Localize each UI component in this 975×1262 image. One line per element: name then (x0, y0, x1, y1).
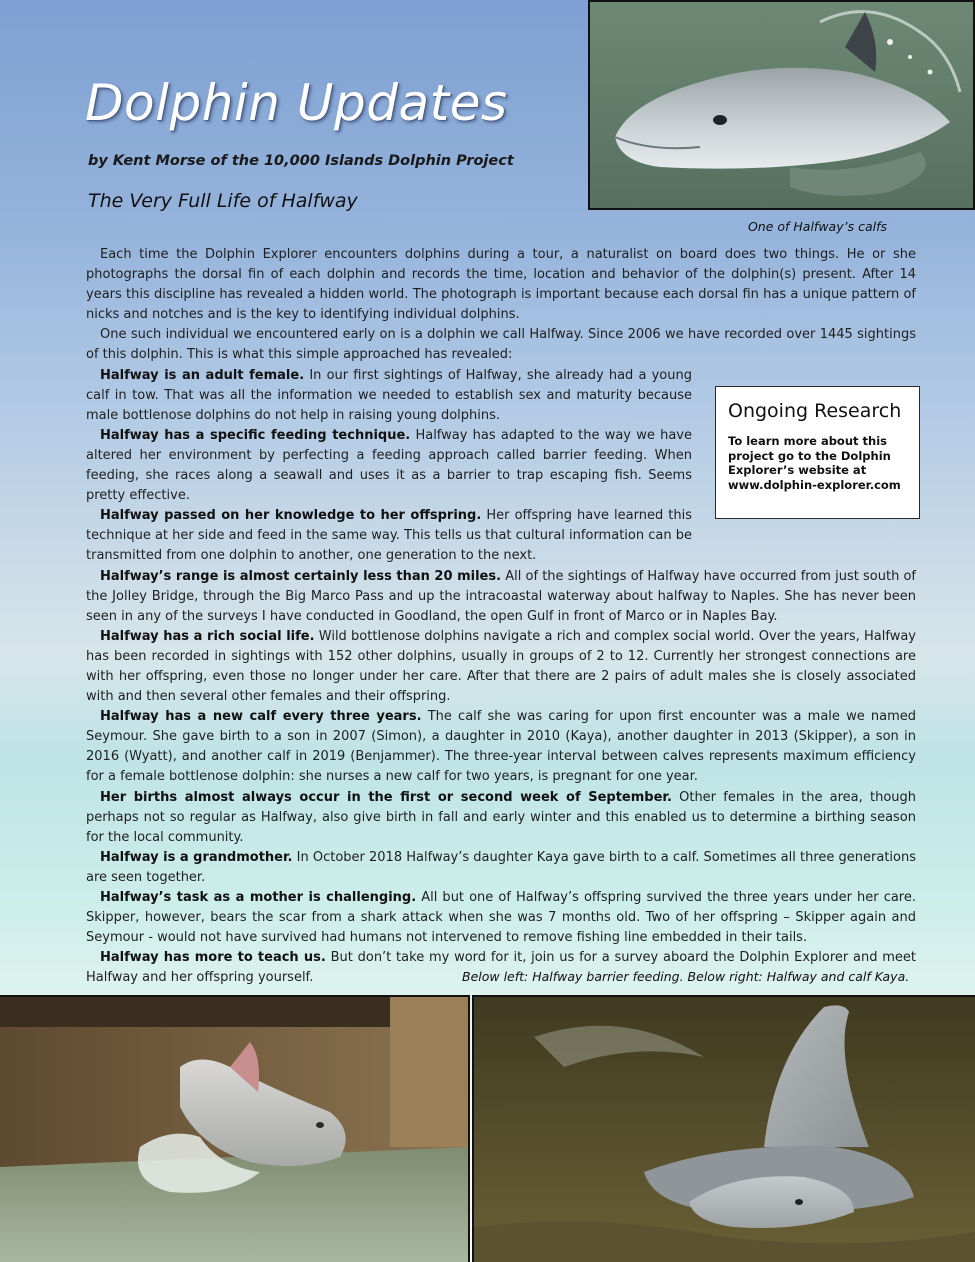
paragraph (86, 567, 916, 627)
paragraph-text: In our first sightings of Halfway, she already had a young calf in tow. That was all the information we needed to establish sex and maturity because male bottlenose dolphins do not help in raising young dolphins. (86, 367, 692, 423)
paragraph-text: In October 2018 Halfway’s daughter Kaya gave birth to a calf. Sometimes all three generations are seen together. (86, 849, 916, 885)
paragraph-text: The calf she was caring for upon first encounter was a male we named Seymour. She gave birth to a son in 2007 (Simon), a daughter in 2010 (Kaya), another daughter in 2013 (Skipper), a son in 2016 (Wyatt), and another calf in 2019 (Benjammer). The three-year interval between calves represents maximum efficiency for a female bottlenose dolphin: she nurses a new calf for two years, is pregnant for one year. (86, 709, 917, 785)
ongoing-research-box (715, 386, 920, 519)
paragraph-text: All of the sightings of Halfway have occurred from just south of the Jolley Bridge, through the Big Marco Pass and up the intracoastal waterway about halfway to Naples. She has never been seen in any of the surveys I have conducted in Goodland, the open Gulf in front of Marco or in Naples Bay. (86, 568, 917, 624)
paragraph-text: Wild bottlenose dolphins navigate a rich and complex social world. Over the years, Halfway has been recorded in sightings with 152 other dolphins, usually in groups of 2 to 12. Currently her strongest connections are with her offspring, even those no longer under her care. After that there are 2 pairs of adult males she is closely associated with and then several other females and their offspring. (86, 628, 916, 705)
paragraph-lead: Her births almost always occur in the first or second week of September. (100, 789, 672, 805)
paragraph-text: Each time the Dolphin Explorer encounters dolphins during a tour, a naturalist on board does two things. He or she photographs the dorsal fin of each dolphin and records the time, location and behavior of the dolphin(s) present. After 14 years this discipline has revealed a hidden world. The photograph is important because each dorsal fin has a unique pattern of nicks and notches and is the key to identifying individual dolphins. (86, 247, 916, 323)
paragraph-text: One such individual we encountered early on is a dolphin we call Halfway. Since 2006 we have recorded over 1445 sightings of this dolphin. This is what this simple approached has revealed: (86, 327, 916, 363)
page-title: Dolphin Updates (85, 74, 508, 132)
article-subtitle: The Very Full Life of Halfway (88, 190, 358, 212)
paragraph-text: Other females in the area, though perhaps not so regular as Halfway, also give birth in fall and early winter and this enabled us to determine a birthing season for the local community. (86, 789, 917, 845)
paragraph (86, 426, 692, 506)
bottom-photos-caption: Below left: Halfway barrier feeding. Below right: Halfway and calf Kaya. (462, 969, 910, 984)
sidebar-text: To learn more about this project go to the Dolphin Explorer’s website at www.dolphin-explorer.com (728, 434, 901, 492)
article-body (86, 245, 916, 988)
paragraph-lead: Halfway’s range is almost certainly less than 20 miles. (100, 568, 502, 584)
paragraph (86, 707, 916, 787)
dolphin-calf-photo (588, 0, 975, 210)
barrier-feeding-photo (0, 995, 470, 1262)
paragraph (86, 888, 916, 948)
paragraph-text: Halfway has adapted to the way we have altered her environment by perfecting a feeding approach called barrier feeding. When feeding, she races along a seawall and uses it as a barrier to trap escaping fish. Seems pretty effective. (86, 427, 692, 504)
paragraph (86, 366, 692, 426)
paragraph (86, 848, 916, 888)
paragraph-lead: Halfway has a specific feeding technique. (100, 427, 411, 443)
paragraph-lead: Halfway has more to teach us. (100, 950, 326, 966)
paragraph-text: All but one of Halfway’s offspring survived the three years under her care. Skipper, however, bears the scar from a shark attack when she was 7 months old. Two of her offspring – Skipper again and Seymour - would not have survived had humans not intervened to remove fishing line embedded in their tails. (86, 890, 916, 946)
paragraph-lead: Halfway’s task as a mother is challenging. (100, 890, 417, 905)
paragraph-lead: Halfway has a rich social life. (100, 628, 315, 644)
paragraph-lead: Halfway is an adult female. (100, 367, 305, 383)
paragraph-lead: Halfway has a new calf every three years. (100, 709, 422, 725)
sidebar-heading: Ongoing Research (728, 400, 902, 422)
paragraph-lead: Halfway is a grandmother. (100, 849, 293, 865)
byline: by Kent Morse of the 10,000 Islands Dolphin Project (88, 153, 514, 169)
paragraph (86, 506, 692, 566)
paragraph (86, 627, 916, 707)
paragraph (86, 325, 916, 365)
paragraph (86, 788, 916, 848)
paragraph-text: Her offspring have learned this technique at her side and feed in the same way. This tells us that cultural information can be transmitted from one dolphin to another, one generation to the next. (86, 508, 692, 564)
halfway-and-kaya-photo (472, 995, 975, 1262)
top-photo-caption: One of Halfway’s calfs (747, 219, 887, 234)
paragraph (86, 245, 916, 325)
paragraph-text: But don’t take my word for it, join us for a survey aboard the Dolphin Explorer and meet Halfway and her offspring yourself. (86, 950, 917, 986)
paragraph-lead: Halfway passed on her knowledge to her offspring. (100, 508, 482, 524)
